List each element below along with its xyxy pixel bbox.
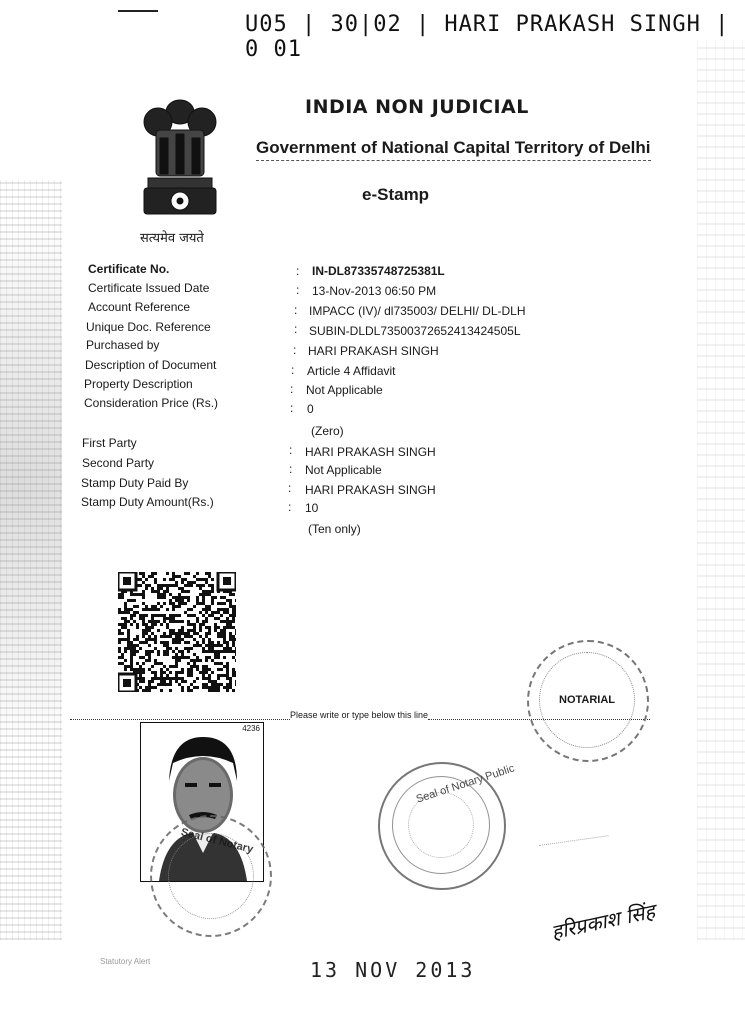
- value-unique-doc-reference: SUBIN-DLDL73500372652413424505L: [309, 324, 521, 338]
- bottom-faint-text: Statutory Alert: [100, 957, 151, 966]
- value-first-party: HARI PRAKASH SINGH: [305, 445, 436, 459]
- label-certificate-no: Certificate No.: [88, 262, 170, 276]
- label-account-reference: Account Reference: [88, 300, 191, 314]
- separator: :: [294, 303, 298, 317]
- separator: :: [290, 382, 294, 396]
- separator: :: [289, 443, 293, 457]
- separator: :: [294, 322, 298, 336]
- separator: :: [288, 500, 292, 514]
- photo-notary-seal: [150, 815, 272, 937]
- document-title: INDIA NON JUDICIAL: [305, 96, 529, 118]
- photo-seal-text: Seal of Notary: [179, 826, 255, 856]
- right-border-noise: [697, 40, 745, 940]
- label-property-description: Property Description: [84, 377, 193, 391]
- value-second-party: Not Applicable: [305, 463, 382, 477]
- photo-number: 4236: [242, 724, 260, 733]
- handwritten-reference: U05 | 30|02 | HARI PRAKASH SINGH | 0 01: [245, 12, 730, 62]
- document-subtitle: Government of National Capital Territory of Delhi: [256, 138, 651, 161]
- notary-public-seal: [378, 762, 517, 890]
- separator: :: [291, 363, 295, 377]
- label-unique-doc-reference: Unique Doc. Reference: [86, 320, 211, 334]
- label-second-party: Second Party: [82, 456, 155, 470]
- signature: [549, 898, 680, 955]
- label-description-of-document: Description of Document: [85, 358, 217, 372]
- value-certificate-no: IN-DL87335748725381L: [312, 264, 445, 278]
- separator: :: [293, 343, 297, 357]
- cut-line-text: Please write or type below this line: [290, 710, 429, 720]
- separator: :: [290, 401, 294, 415]
- date-stamp: 13 NOV 2013: [310, 958, 476, 982]
- value-stamp-duty-amount: 10: [305, 501, 319, 515]
- separator: :: [296, 264, 300, 278]
- national-emblem-icon: [130, 90, 230, 225]
- separator: :: [296, 283, 300, 297]
- signature-text: हरिप्रकाश सिंह: [549, 898, 657, 945]
- value-stamp-duty-paid-by: HARI PRAKASH SINGH: [305, 483, 436, 497]
- notarial-stamp: [527, 640, 649, 762]
- value-issued-date: 13-Nov-2013 06:50 PM: [312, 284, 437, 298]
- faint-mark: [539, 835, 611, 864]
- separator: :: [288, 481, 292, 495]
- separator: :: [289, 462, 293, 476]
- label-consideration-price: Consideration Price (Rs.): [84, 396, 219, 410]
- value-property-description: Not Applicable: [306, 383, 383, 397]
- value-consideration-price-words: (Zero): [311, 424, 344, 438]
- document-type: e-Stamp: [362, 185, 430, 204]
- qr-code: [118, 572, 236, 692]
- left-border-noise: [0, 180, 62, 940]
- value-purchased-by: HARI PRAKASH SINGH: [308, 344, 439, 358]
- notary-seal-text: Seal of Notary Public: [414, 762, 517, 806]
- label-stamp-duty-amount: Stamp Duty Amount(Rs.): [81, 495, 214, 509]
- label-first-party: First Party: [82, 436, 137, 450]
- value-description-of-document: Article 4 Affidavit: [307, 364, 396, 378]
- label-purchased-by: Purchased by: [86, 338, 160, 352]
- value-consideration-price: 0: [307, 402, 314, 416]
- value-stamp-duty-amount-words: (Ten only): [308, 522, 361, 536]
- label-issued-date: Certificate Issued Date: [88, 281, 210, 295]
- notarial-stamp-label: NOTARIAL: [559, 694, 616, 706]
- top-mark: [118, 10, 158, 12]
- emblem-motto: सत्यमेव जयते: [140, 231, 204, 246]
- value-account-reference: IMPACC (IV)/ dl735003/ DELHI/ DL-DLH: [309, 304, 526, 318]
- label-stamp-duty-paid-by: Stamp Duty Paid By: [81, 476, 189, 490]
